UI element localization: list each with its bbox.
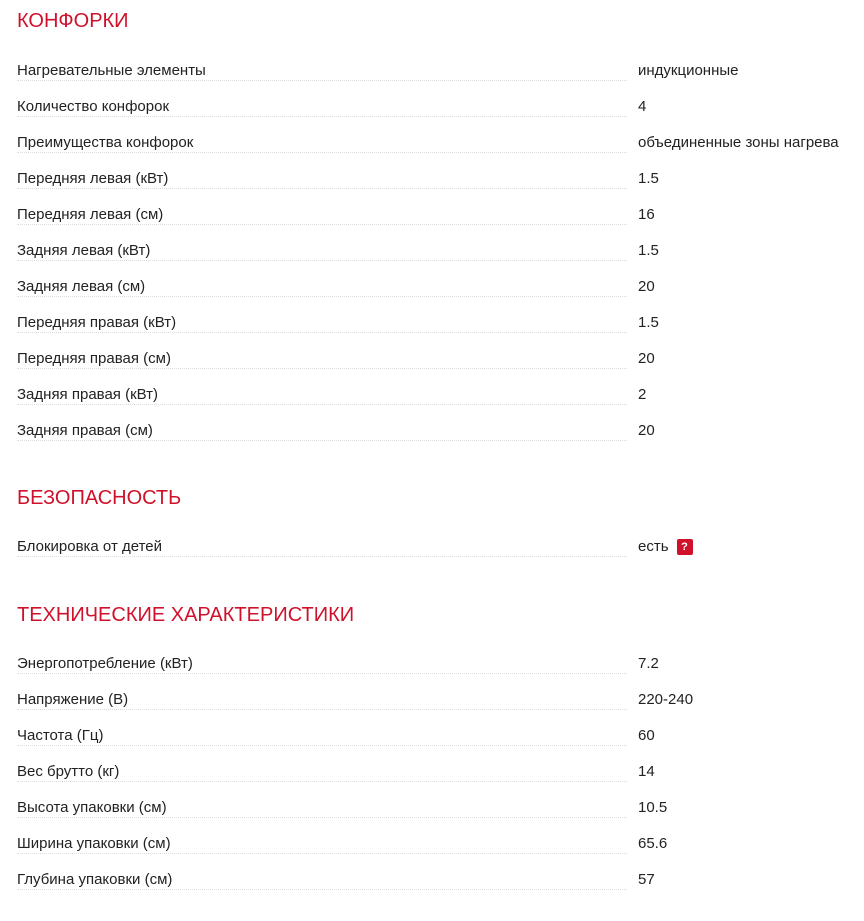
spec-label: Энергопотребление (кВт) bbox=[17, 655, 199, 672]
spec-row-package-depth bbox=[17, 862, 864, 898]
spec-label: Ширина упаковки (см) bbox=[17, 835, 177, 852]
spec-label: Частота (Гц) bbox=[17, 727, 109, 744]
spec-row-front-right-power bbox=[17, 305, 864, 341]
spec-label: Количество конфорок bbox=[17, 98, 175, 115]
spec-value: 14 bbox=[638, 763, 655, 780]
spec-row-rear-right-size bbox=[17, 413, 864, 449]
spec-row-voltage bbox=[17, 682, 864, 718]
spec-row-rear-right-power bbox=[17, 377, 864, 413]
spec-label: Задняя левая (кВт) bbox=[17, 242, 156, 259]
section-safety bbox=[17, 487, 864, 555]
spec-value: 220-240 bbox=[638, 691, 694, 708]
spec-row-package-height bbox=[17, 790, 864, 826]
spec-label: Блокировка от детей bbox=[17, 538, 168, 555]
section-title-safety: БЕЗОПАСНОСТЬ bbox=[17, 487, 182, 509]
section-title-technical: ТЕХНИЧЕСКИЕ ХАРАКТЕРИСТИКИ bbox=[17, 604, 355, 626]
spec-value: 65.6 bbox=[638, 835, 668, 852]
spec-row-power-consumption bbox=[17, 646, 864, 682]
spec-label: Передняя левая (см) bbox=[17, 206, 169, 223]
spec-row-frequency bbox=[17, 718, 864, 754]
spec-value: 10.5 bbox=[638, 799, 668, 816]
spec-label: Глубина упаковки (см) bbox=[17, 871, 178, 888]
spec-row-rear-left-power bbox=[17, 233, 864, 269]
spec-label: Передняя правая (кВт) bbox=[17, 314, 182, 331]
spec-label: Высота упаковки (см) bbox=[17, 799, 173, 816]
section-burners bbox=[17, 10, 864, 439]
help-icon[interactable]: ? bbox=[677, 539, 693, 555]
spec-row-front-left-power bbox=[17, 161, 864, 197]
spec-value: 20 bbox=[638, 278, 655, 295]
spec-value: 1.5 bbox=[638, 170, 659, 187]
spec-label: Передняя правая (см) bbox=[17, 350, 177, 367]
spec-label: Задняя правая (см) bbox=[17, 422, 159, 439]
spec-value: 60 bbox=[638, 727, 655, 744]
spec-value: есть bbox=[638, 538, 669, 555]
spec-label: Передняя левая (кВт) bbox=[17, 170, 174, 187]
spec-row-gross-weight bbox=[17, 754, 864, 790]
section-title-burners: КОНФОРКИ bbox=[17, 10, 129, 32]
spec-row-rear-left-size bbox=[17, 269, 864, 305]
spec-value: 16 bbox=[638, 206, 655, 223]
spec-label: Напряжение (В) bbox=[17, 691, 134, 708]
spec-value: 1.5 bbox=[638, 242, 659, 259]
spec-value: 1.5 bbox=[638, 314, 659, 331]
spec-row-front-left-size bbox=[17, 197, 864, 233]
spec-row-heating-elements bbox=[17, 53, 864, 89]
spec-value: 4 bbox=[638, 98, 647, 115]
section-technical bbox=[17, 604, 864, 888]
spec-row-child-lock bbox=[17, 529, 864, 565]
spec-value: индукционные bbox=[638, 62, 739, 79]
spec-value: 20 bbox=[638, 422, 655, 439]
spec-row-package-width bbox=[17, 826, 864, 862]
spec-row-front-right-size bbox=[17, 341, 864, 377]
spec-row-burner-count bbox=[17, 89, 864, 125]
spec-label: Задняя левая (см) bbox=[17, 278, 151, 295]
spec-value: 7.2 bbox=[638, 655, 659, 672]
spec-label: Нагревательные элементы bbox=[17, 62, 212, 79]
spec-value: объединенные зоны нагрева bbox=[638, 134, 839, 151]
spec-value: 57 bbox=[638, 871, 655, 888]
spec-row-burner-advantages bbox=[17, 125, 864, 161]
spec-label: Задняя правая (кВт) bbox=[17, 386, 164, 403]
spec-label: Преимущества конфорок bbox=[17, 134, 199, 151]
spec-label: Вес брутто (кг) bbox=[17, 763, 125, 780]
spec-value: 2 bbox=[638, 386, 647, 403]
spec-value: 20 bbox=[638, 350, 655, 367]
